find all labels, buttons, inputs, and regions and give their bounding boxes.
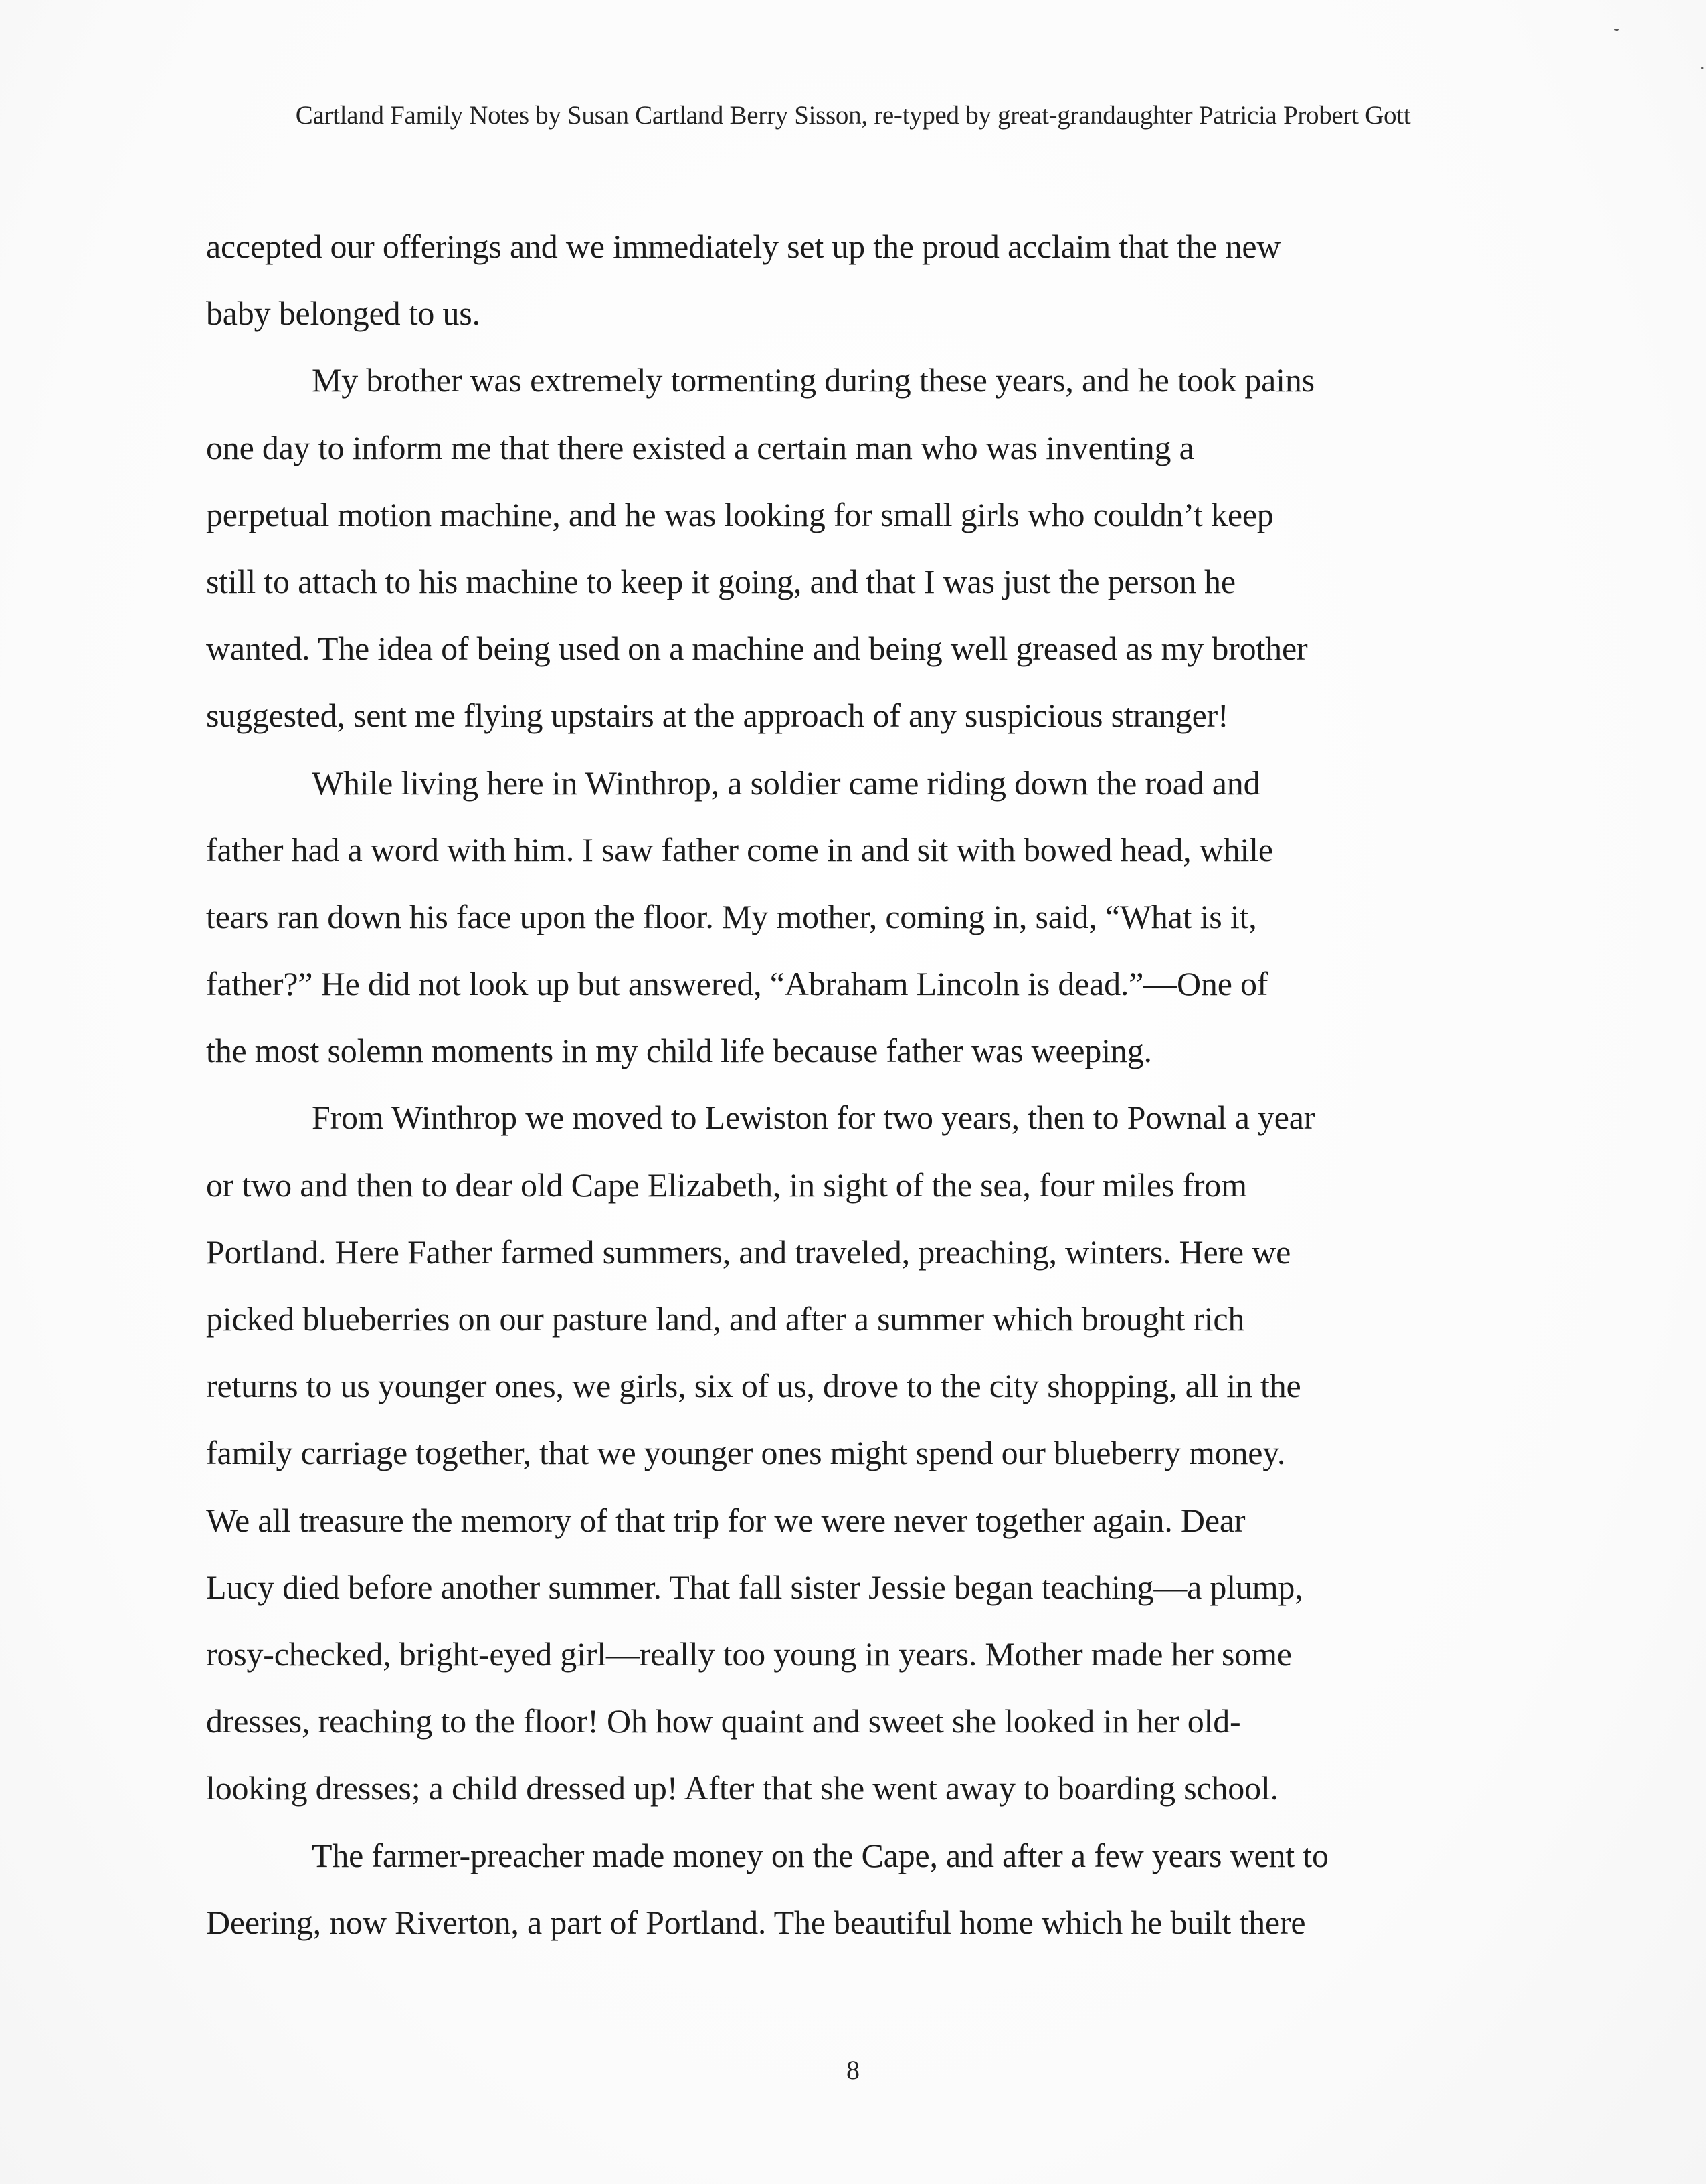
text-line: perpetual motion machine, and he was looking for small girls who couldn’t keep	[206, 495, 1274, 533]
text-line: accepted our offerings and we immediately set up the proud acclaim that the new	[206, 227, 1281, 265]
text-line: father had a word with him. I saw father come in and sit with bowed head, while	[206, 830, 1273, 869]
text-line: From Winthrop we moved to Lewiston for two years, then to Pownal a year	[312, 1099, 1315, 1137]
text-line: Portland. Here Father farmed summers, and traveled, preaching, winters. Here we	[206, 1233, 1291, 1271]
text-line: father?” He did not look up but answered, “Abraham Lincoln is dead.”—One of	[206, 965, 1268, 1003]
text-line: or two and then to dear old Cape Elizabeth, in sight of the sea, four miles from	[206, 1166, 1247, 1204]
text-line: Lucy died before another summer. That fall sister Jessie began teaching—a plump,	[206, 1568, 1303, 1606]
text-line: tears ran down his face upon the floor. My mother, coming in, said, “What is it,	[206, 897, 1257, 935]
text-line: rosy-checked, bright-eyed girl—really too young in years. Mother made her some	[206, 1635, 1292, 1673]
text-line: We all treasure the memory of that trip for we were never together again. Dear	[206, 1501, 1246, 1539]
text-line: still to attach to his machine to keep it going, and that I was just the person he	[206, 562, 1236, 600]
running-header: Cartland Family Notes by Susan Cartland Berry Sisson, re-typed by great-grandaughter Patricia Probert Gott	[295, 101, 1411, 130]
body-text	[206, 213, 1508, 1956]
text-line: Deering, now Riverton, a part of Portland. The beautiful home which he built there	[206, 1903, 1306, 1941]
text-line: wanted. The idea of being used on a machine and being well greased as my brother	[206, 630, 1308, 668]
page-number: 8	[846, 2055, 860, 2085]
text-line: looking dresses; a child dressed up! After that she went away to boarding school.	[206, 1769, 1278, 1807]
text-line: family carriage together, that we younger ones might spend our blueberry money.	[206, 1434, 1286, 1472]
scan-speck	[1614, 29, 1619, 31]
scan-speck	[1701, 67, 1704, 69]
text-line: the most solemn moments in my child life because father was weeping.	[206, 1032, 1152, 1070]
text-line: returns to us younger ones, we girls, six of us, drove to the city shopping, all in the	[206, 1367, 1301, 1405]
text-line: dresses, reaching to the floor! Oh how quaint and sweet she looked in her old-	[206, 1702, 1241, 1740]
text-line: baby belonged to us.	[206, 294, 480, 333]
text-line: picked blueberries on our pasture land, and after a summer which brought rich	[206, 1300, 1245, 1338]
text-line: The farmer-preacher made money on the Cape, and after a few years went to	[312, 1836, 1329, 1874]
text-line: While living here in Winthrop, a soldier came riding down the road and	[312, 763, 1260, 802]
text-line: My brother was extremely tormenting during these years, and he took pains	[312, 361, 1315, 399]
text-line: one day to inform me that there existed a certain man who was inventing a	[206, 428, 1194, 466]
text-line: suggested, sent me flying upstairs at the approach of any suspicious stranger!	[206, 697, 1229, 735]
